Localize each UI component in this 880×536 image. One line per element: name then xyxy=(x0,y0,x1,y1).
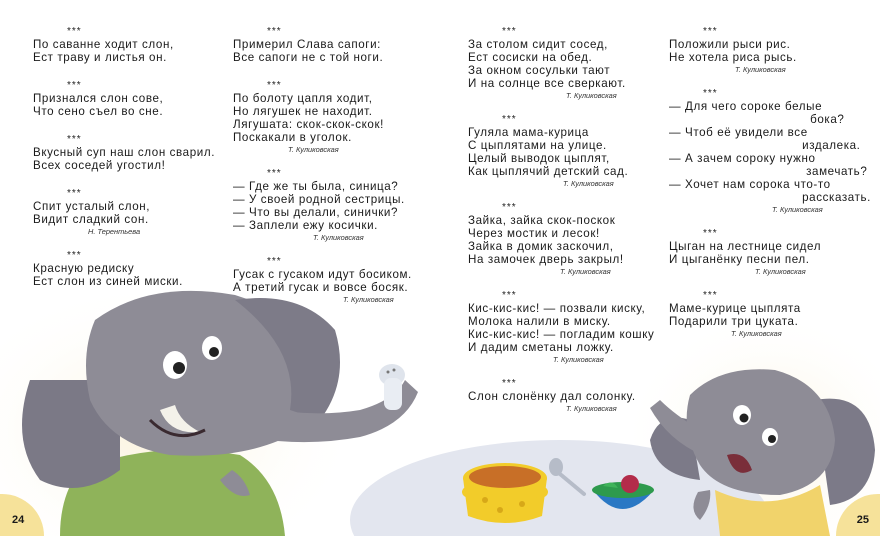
poem-line: Положили рыси рис. xyxy=(669,38,791,51)
poem xyxy=(233,256,412,306)
poem-line: Спит усталый слон, xyxy=(33,200,151,213)
poem-line: Ест траву и листья он. xyxy=(33,51,167,64)
poem xyxy=(233,26,412,64)
poem-line: Молока налили в миску. xyxy=(468,315,611,328)
poem-line: Что сено съел во сне. xyxy=(33,105,164,118)
poem-separator: *** xyxy=(502,26,517,37)
poem-line: издалека. xyxy=(741,139,861,152)
poem-author: Т. Куликовская xyxy=(735,65,786,74)
poem-line: — Чтоб её увидели все xyxy=(669,126,808,139)
poem-line: Как цыплячий детский сад. xyxy=(468,165,629,178)
poem-line: Красную редиску xyxy=(33,262,135,275)
left-page-column-2 xyxy=(233,26,412,322)
poem-author: Т. Куликовская xyxy=(553,355,604,364)
poem-line: Ест слон из синей миски. xyxy=(33,275,183,288)
poem-separator: *** xyxy=(703,228,718,239)
poem-line: Лягушата: скок-скок-скок! xyxy=(233,118,384,131)
poem-line: — Заплели ежу косички. xyxy=(233,219,378,232)
poem-line: По саванне ходит слон, xyxy=(33,38,174,51)
poem-separator: *** xyxy=(67,80,82,91)
poem-line: Видит сладкий сон. xyxy=(33,213,149,226)
poem xyxy=(233,168,412,244)
poem-line: И на солнце все сверкают. xyxy=(468,77,626,90)
poem-line: Признался слон сове, xyxy=(33,92,164,105)
poem-line: Целый выводок цыплят, xyxy=(468,152,610,165)
poem-line: Все сапоги не с той ноги. xyxy=(233,51,384,64)
poem-separator: *** xyxy=(502,114,517,125)
poem-author: Т. Куликовская xyxy=(566,404,617,413)
poem-line: Всех соседей угостил! xyxy=(33,159,166,172)
poem-line: По болоту цапля ходит, xyxy=(233,92,373,105)
poem xyxy=(669,228,871,278)
right-page-column-1 xyxy=(468,26,654,431)
poem-separator: *** xyxy=(267,256,282,267)
poem-line: Цыган на лестнице сидел xyxy=(669,240,822,253)
poem-line: — Хочет нам сорока что-то xyxy=(669,178,831,191)
poem-author: Т. Куликовская xyxy=(563,179,614,188)
left-page-column-1 xyxy=(33,26,215,304)
poem-line: Через мостик и лесок! xyxy=(468,227,600,240)
poem-separator: *** xyxy=(67,250,82,261)
poem-separator: *** xyxy=(703,26,718,37)
poem-separator: *** xyxy=(267,26,282,37)
poem-line: бока? xyxy=(749,113,845,126)
poem-line: Зайка в домик заскочил, xyxy=(468,240,614,253)
poem-line: Зайка, зайка скок-поскок xyxy=(468,214,616,227)
poem xyxy=(669,290,871,340)
poem-line: Кис-кис-кис! — погладим кошку xyxy=(468,328,655,341)
poem xyxy=(468,378,654,415)
poem-line: Но лягушек не находит. xyxy=(233,105,373,118)
page-number: 24 xyxy=(12,514,25,526)
poem-separator: *** xyxy=(67,26,82,37)
poem xyxy=(33,134,215,172)
poem-line: рассказать. xyxy=(741,191,871,204)
poem-author: Т. Куликовская xyxy=(560,267,611,276)
poem-line: А третий гусак и вовсе босяк. xyxy=(233,281,409,294)
poem-line: Кис-кис-кис! — позвали киску, xyxy=(468,302,646,315)
poem-author: Т. Куликовская xyxy=(288,145,339,154)
poem-line: — А зачем сороку нужно xyxy=(669,152,816,165)
right-page xyxy=(440,0,880,536)
poem-line: — У своей родной сестрицы. xyxy=(233,193,405,206)
poem xyxy=(33,26,215,64)
poem xyxy=(33,188,215,238)
poem-line: Поскакали в уголок. xyxy=(233,131,352,144)
poem-separator: *** xyxy=(502,378,517,389)
poem xyxy=(468,26,654,102)
poem-line: замечать? xyxy=(745,165,868,178)
poem-line: — Для чего сороке белые xyxy=(669,100,823,113)
poem-separator: *** xyxy=(502,202,517,213)
poem-line: Не хотела риса рысь. xyxy=(669,51,797,64)
poem-line: С цыплятами на улице. xyxy=(468,139,607,152)
poem-line: Подарили три цуката. xyxy=(669,315,799,328)
page-number: 25 xyxy=(856,514,869,526)
poem-separator: *** xyxy=(703,88,718,99)
poem-line: За столом сидит сосед, xyxy=(468,38,608,51)
poem-line: Маме-курице цыплята xyxy=(669,302,801,315)
poem-line: Вкусный суп наш слон сварил. xyxy=(33,146,216,159)
poem xyxy=(669,88,871,216)
poem-line: — Где же ты была, синица? xyxy=(233,180,399,193)
poem-author: Т. Куликовская xyxy=(313,233,364,242)
poem-line: И дадим сметаны ложку. xyxy=(468,341,614,354)
poem xyxy=(33,250,215,288)
poem-line: Гусак с гусаком идут босиком. xyxy=(233,268,412,281)
poem-line: На замочек дверь закрыл! xyxy=(468,253,624,266)
page-number-badge-right xyxy=(836,494,880,536)
poem xyxy=(468,202,654,278)
poem-line: Слон слонёнку дал солонку. xyxy=(468,390,636,403)
poem-author: Н. Терентьева xyxy=(88,227,141,236)
poem-separator: *** xyxy=(67,188,82,199)
poem xyxy=(33,80,215,118)
poem-author: Т. Куликовская xyxy=(343,295,394,304)
poem-separator: *** xyxy=(267,168,282,179)
poem-line: — Что вы делали, синички? xyxy=(233,206,399,219)
poem-separator: *** xyxy=(703,290,718,301)
poem-author: Т. Куликовская xyxy=(772,205,823,214)
poem-author: Т. Куликовская xyxy=(731,329,782,338)
poem-line: Примерил Слава сапоги: xyxy=(233,38,381,51)
page-number-badge-left xyxy=(0,494,44,536)
poem xyxy=(468,114,654,190)
poem-line: За окном сосульки тают xyxy=(468,64,611,77)
poem-separator: *** xyxy=(67,134,82,145)
poem xyxy=(669,26,871,76)
right-page-column-2 xyxy=(669,26,871,356)
poem-line: И цыганёнку песни пел. xyxy=(669,253,810,266)
poem xyxy=(468,290,654,366)
poem-separator: *** xyxy=(267,80,282,91)
poem xyxy=(233,80,412,156)
poem-author: Т. Куликовская xyxy=(755,267,806,276)
poem-line: Ест сосиски на обед. xyxy=(468,51,593,64)
poem-author: Т. Куликовская xyxy=(566,91,617,100)
poem-line: Гуляла мама-курица xyxy=(468,126,589,139)
poem-separator: *** xyxy=(502,290,517,301)
